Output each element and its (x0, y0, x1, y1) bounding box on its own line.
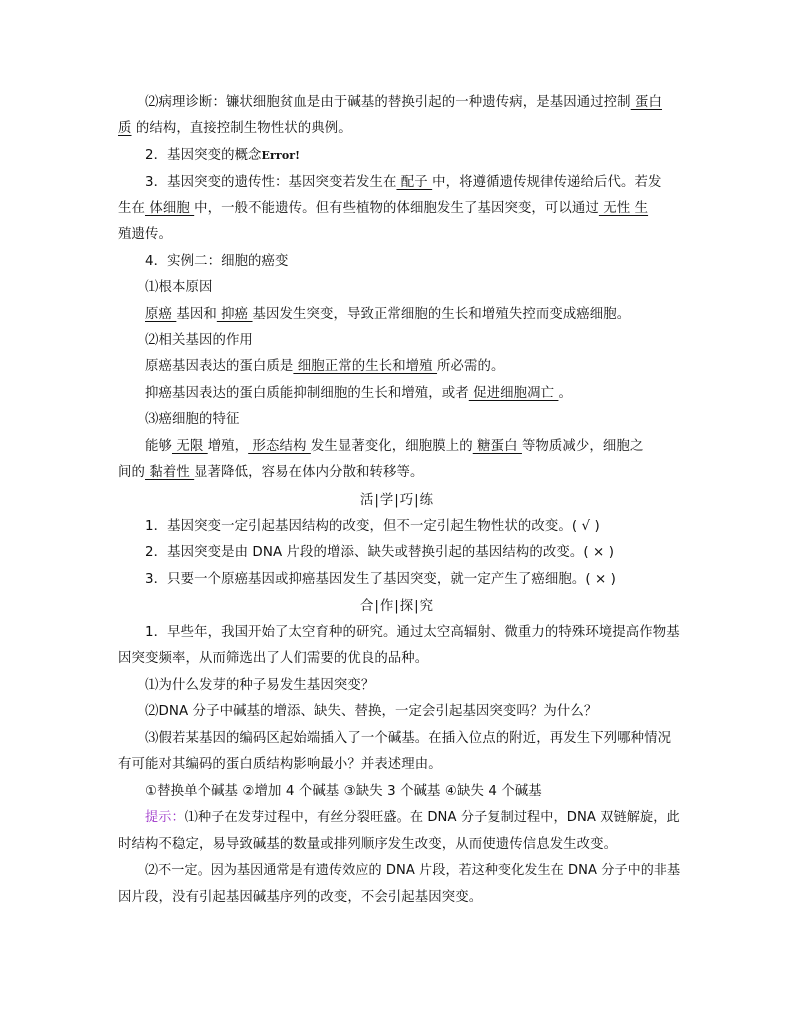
text: 的结构，直接控制生物性状的典例。 (131, 121, 352, 136)
explore-question-3a: ⑶假若某基因的编码区起始端插入了一个碱基。在插入位点的附近，再发生下列哪种情况 (145, 731, 672, 746)
subheading-root-cause (145, 279, 212, 297)
line-root-cause (145, 306, 630, 324)
answer-blank: 原癌 (145, 307, 177, 322)
line-gene-role-1 (145, 358, 504, 376)
text: 抑癌基因表达的蛋白质能抑制细胞的生长和增殖，或者 (145, 386, 469, 401)
text: 殖遗传。 (118, 227, 172, 242)
heading-text: ⑶癌细胞的特征 (145, 412, 240, 427)
answer-blank: 糖蛋白 (472, 439, 522, 454)
text: 发生显著变化，细胞膜上的 (310, 439, 473, 454)
text: 3．基因突变的遗传性：基因突变若发生在 (145, 175, 397, 190)
quiz-item-2: 2．基因突变是由 DNA 片段的增添、缺失或替换引起的基因结构的改变。( × ) (145, 545, 615, 560)
text: 基因发生突变，导致正常细胞的生长和增殖失控而变成癌细胞。 (252, 307, 631, 322)
explore-question-3b: 有可能对其编码的蛋白质结构影响最小？并表述理由。 (118, 757, 442, 772)
hint-label: 提示： (145, 810, 185, 825)
line-mutation-concept (145, 147, 300, 165)
text: 原癌基因表达的蛋白质是 (145, 359, 294, 374)
text: ⑵病理诊断：镰状细胞贫血是由于碱基的替换引起的一种遗传病，是基因通过控制 (145, 95, 631, 110)
text: 能够 (145, 439, 172, 454)
answer-blank: 无性 生 (598, 201, 649, 216)
subheading-cancer-features (145, 411, 239, 429)
heading-cancer (145, 253, 289, 271)
heading-text: 4．实例二：细胞的癌变 (145, 254, 289, 269)
text: 显著降低，容易在体内分散和转移等。 (194, 465, 424, 480)
line-pathology-1 (145, 94, 662, 112)
text: 间的 (118, 465, 145, 480)
answer-blank: 抑癌 (216, 307, 253, 322)
section-title-practice: 活|学|巧|练 (359, 493, 435, 508)
answer-2b: 因片段，没有引起基因碱基序列的改变，不会引起基因突变。 (118, 890, 483, 905)
text: 生在 (118, 201, 145, 216)
text: 2．基因突变的概念 (145, 148, 262, 163)
answer-1b: 时结构不稳定，易导致碱基的数量或排列顺序发生改变，从而使遗传信息发生改变。 (118, 837, 618, 852)
heading-text: ⑴根本原因 (145, 280, 213, 295)
answer-blank: 促进细胞凋亡 (468, 386, 559, 401)
answer-2a: ⑵不一定。因为基因通常是有遗传效应的 DNA 片段，若这种变化发生在 DNA 分子中的非基 (145, 863, 681, 878)
answer-blank: 蛋白 (630, 95, 663, 110)
section-title-explore: 合|作|探|究 (359, 599, 435, 614)
answer-blank: 质 (118, 121, 132, 136)
answer-blank: 细胞正常的生长和增殖 (293, 359, 438, 374)
error-text: Error! (261, 149, 301, 162)
text: 中，一般不能遗传。但有些植物的体细胞发生了基因突变，可以通过 (194, 201, 599, 216)
line-heredity-3 (118, 226, 172, 244)
line-heredity-1 (145, 174, 662, 192)
answer-blank: 黏着性 (144, 465, 195, 480)
text: 。 (558, 386, 572, 401)
explore-question-1: ⑴为什么发芽的种子易发生基因突变？ (145, 678, 375, 693)
text: 所必需的。 (437, 359, 505, 374)
text: ⑴种子在发芽过程中，有丝分裂旺盛。在 DNA 分子复制过程中，DNA 双链解旋，此 (184, 810, 680, 825)
text: 等物质减少，细胞之 (521, 439, 644, 454)
explore-question-2: ⑵DNA 分子中碱基的增添、缺失、替换，一定会引起基因突变吗？为什么？ (145, 704, 598, 719)
answer-1a (145, 809, 680, 827)
text: 增殖， (207, 439, 249, 454)
line-heredity-2 (118, 200, 648, 218)
explore-options: ①替换单个碱基 ②增加 4 个碱基 ③缺失 3 个碱基 ④缺失 4 个碱基 (145, 784, 542, 799)
answer-blank: 形态结构 (248, 439, 311, 454)
quiz-item-1: 1．基因突变一定引起基因结构的改变，但不一定引起生物性状的改变。( √ ) (145, 519, 600, 534)
explore-intro-2: 因突变频率，从而筛选出了人们需要的优良的品种。 (118, 651, 429, 666)
answer-blank: 无限 (171, 439, 208, 454)
line-features-2 (118, 464, 424, 482)
line-gene-role-2 (145, 385, 572, 403)
text: 基因和 (176, 307, 217, 322)
line-features-1 (145, 438, 643, 456)
subheading-gene-role (145, 332, 253, 350)
heading-text: ⑵相关基因的作用 (145, 333, 253, 348)
text: 中，将遵循遗传规律传递给后代。若发 (432, 175, 662, 190)
explore-intro-1: 1．早些年，我国开始了太空育种的研究。通过太空高辐射、微重力的特殊环境提高作物基 (145, 625, 680, 640)
quiz-item-3: 3．只要一个原癌基因或抑癌基因发生了基因突变，就一定产生了癌细胞。( × ) (145, 572, 616, 587)
line-pathology-2 (118, 120, 352, 138)
answer-blank: 体细胞 (144, 201, 195, 216)
answer-blank: 配子 (396, 175, 433, 190)
